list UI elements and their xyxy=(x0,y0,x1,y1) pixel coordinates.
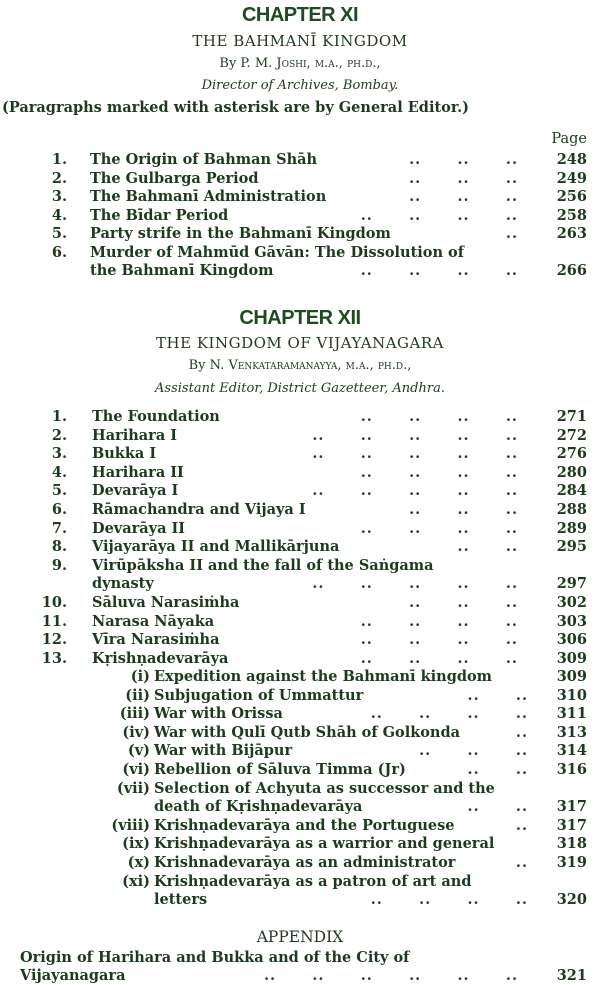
entry-number: (xi) xyxy=(122,872,150,890)
toc-entry[interactable] xyxy=(0,631,600,649)
entry-title[interactable]: Vijayarāya II and Mallikārjuna xyxy=(92,538,340,556)
entry-page-number: 266 xyxy=(556,262,587,279)
toc-entry[interactable] xyxy=(0,949,600,967)
toc-entry[interactable] xyxy=(0,225,600,243)
entry-number: (x) xyxy=(127,854,150,871)
entry-number: 4. xyxy=(51,463,67,481)
page-column-header: Page xyxy=(551,131,587,147)
author-degrees: , m.a., ph.d., xyxy=(337,358,412,373)
toc-entry[interactable] xyxy=(0,538,600,556)
toc-entry[interactable] xyxy=(0,724,600,742)
entry-page-number: 321 xyxy=(556,967,587,984)
toc-entry[interactable] xyxy=(0,445,600,463)
leader-dots: .. xyxy=(505,225,518,242)
entry-page-number: 272 xyxy=(556,426,587,444)
chapter-xii-affiliation: Assistant Editor, District Gazetteer, Andhra. xyxy=(155,381,445,396)
entry-title[interactable]: Bukka I xyxy=(92,445,157,463)
entry-page-number: 318 xyxy=(556,835,587,853)
entry-number: 6. xyxy=(51,243,67,261)
toc-entry[interactable] xyxy=(0,207,600,225)
leader-dots: .. .. .. xyxy=(409,594,518,611)
leader-dots: .. .. .. .. xyxy=(360,206,518,224)
entry-number: 2. xyxy=(51,426,67,444)
entry-number: 3. xyxy=(51,445,67,463)
entry-title[interactable]: Rāmachandra and Vijaya I xyxy=(92,501,306,518)
toc-entry[interactable] xyxy=(0,967,600,985)
leader-dots: .. .. .. .. .. .. xyxy=(263,967,518,984)
general-editor-note: (Paragraphs marked with asterisk are by General Editor.) xyxy=(2,99,470,116)
entry-page-number: 319 xyxy=(556,854,587,871)
entry-number: 10. xyxy=(41,594,67,611)
entry-title[interactable]: Murder of Mahmūd Gāvān: The Dissolution of xyxy=(90,243,464,261)
entry-title[interactable]: The Gulbarga Period xyxy=(90,169,259,187)
leader-dots: .. .. .. .. .. xyxy=(312,482,518,500)
chapter-xi-heading: CHAPTER XI xyxy=(241,4,359,26)
entry-page-number: 317 xyxy=(556,816,587,834)
entry-page-number: 314 xyxy=(556,742,587,760)
chapter-xi-byline xyxy=(0,56,600,71)
entry-page-number: 313 xyxy=(556,723,587,741)
entry-page-number: 311 xyxy=(556,705,587,723)
entry-title[interactable]: Kṛishṇadevarāya xyxy=(92,649,229,667)
toc-entry[interactable] xyxy=(0,244,600,262)
entry-number: 2. xyxy=(51,169,67,187)
entry-page-number: 306 xyxy=(556,631,587,649)
author-degrees: , m.a., ph.d., xyxy=(306,56,381,71)
chapter-xii-byline xyxy=(0,358,600,373)
entry-title[interactable]: Virūpāksha II and the fall of the Saṅgama xyxy=(92,556,434,574)
toc-entry[interactable] xyxy=(0,594,600,612)
leader-dots: .. .. .. .. xyxy=(360,649,518,667)
entry-number: (i) xyxy=(130,668,150,685)
entry-number: (v) xyxy=(127,742,150,760)
entry-page-number: 295 xyxy=(556,538,587,556)
entry-number: 1. xyxy=(51,151,67,168)
toc-entry[interactable] xyxy=(0,408,600,426)
entry-page-number: 289 xyxy=(556,519,587,537)
toc-entry[interactable] xyxy=(0,575,600,593)
byline-prefix: By P. M. xyxy=(219,56,277,71)
entry-title[interactable]: War with Orissa xyxy=(154,705,283,723)
entry-number: (ix) xyxy=(122,835,150,853)
toc-entry[interactable] xyxy=(0,835,600,853)
toc-entry[interactable] xyxy=(0,891,600,909)
toc-entry[interactable] xyxy=(0,742,600,760)
leader-dots: .. .. .. .. xyxy=(370,891,528,909)
toc-entry[interactable] xyxy=(0,650,600,668)
toc-entry[interactable] xyxy=(0,613,600,631)
entry-page-number: 256 xyxy=(556,188,587,205)
entry-page-number: 258 xyxy=(556,206,587,224)
toc-entry[interactable] xyxy=(0,854,600,872)
toc-entry[interactable] xyxy=(0,170,600,188)
author-name: Joshi xyxy=(276,56,307,71)
entry-title[interactable]: Subjugation of Ummattur xyxy=(154,686,364,704)
entry-title[interactable]: Rebellion of Sāluva Timma (Jr) xyxy=(154,761,406,778)
leader-dots: .. .. .. .. xyxy=(370,705,528,723)
entry-title[interactable]: Krishnadevarāya as an administrator xyxy=(154,854,456,871)
leader-dots: .. .. .. .. xyxy=(360,408,518,425)
toc-entry[interactable] xyxy=(0,427,600,445)
entry-number: (iv) xyxy=(122,723,150,741)
entry-title[interactable]: Party strife in the Bahmanī Kingdom xyxy=(90,225,391,242)
entry-page-number: 303 xyxy=(556,612,587,630)
entry-page-number: 249 xyxy=(556,169,587,187)
toc-entry[interactable] xyxy=(0,151,600,169)
entry-page-number: 309 xyxy=(556,649,587,667)
entry-number: (viii) xyxy=(111,816,150,834)
entry-title[interactable]: War with Bijāpur xyxy=(154,742,293,760)
leader-dots: .. .. .. .. .. xyxy=(312,445,518,463)
entry-page-number: 276 xyxy=(556,445,587,463)
entry-number: 8. xyxy=(51,538,67,556)
entry-title[interactable]: War with Qulī Qutb Shāh of Golkonda xyxy=(154,723,460,741)
leader-dots: .. .. .. xyxy=(409,188,518,205)
entry-page-number: 263 xyxy=(556,225,587,242)
entry-title[interactable]: Krishṇadevarāya as a patron of art and xyxy=(154,872,472,890)
leader-dots: .. xyxy=(515,723,528,741)
leader-dots: .. .. .. .. xyxy=(360,612,518,630)
leader-dots: .. .. xyxy=(467,798,528,816)
entry-title[interactable]: Expedition against the Bahmanī kingdom xyxy=(154,668,492,685)
entry-title[interactable]: The Foundation xyxy=(92,408,220,425)
entry-title[interactable]: Vīra Narasiṁha xyxy=(92,631,220,649)
toc-entry[interactable] xyxy=(0,761,600,779)
toc-entry[interactable] xyxy=(0,188,600,206)
toc-entry[interactable] xyxy=(0,501,600,519)
toc-entry[interactable] xyxy=(0,557,600,575)
entry-title[interactable]: Selection of Achyuta as successor and the xyxy=(154,779,495,797)
chapter-xii-title: THE KINGDOM OF VIJAYANAGARA xyxy=(156,334,444,352)
leader-dots: .. .. .. xyxy=(409,169,518,187)
leader-dots: .. xyxy=(515,854,528,871)
chapter-xi-title: THE BAHMANĪ KINGDOM xyxy=(192,32,408,50)
leader-dots: .. .. .. .. xyxy=(360,631,518,649)
entry-number: 5. xyxy=(51,482,67,500)
leader-dots: .. .. .. xyxy=(409,501,518,518)
chapter-xii-heading: CHAPTER XII xyxy=(239,307,361,329)
entry-page-number: 248 xyxy=(556,151,587,168)
entry-title[interactable]: Harihara I xyxy=(92,426,178,444)
toc-entry[interactable] xyxy=(0,464,600,482)
entry-title[interactable]: Sāluva Narasiṁha xyxy=(92,594,240,611)
entry-page-number: 320 xyxy=(556,891,587,909)
entry-number: (ii) xyxy=(125,686,150,704)
entry-number: 3. xyxy=(51,188,67,205)
entry-number: 5. xyxy=(51,225,67,242)
toc-entry[interactable] xyxy=(0,817,600,835)
leader-dots: .. .. .. .. xyxy=(360,519,518,537)
toc-entry[interactable] xyxy=(0,780,600,798)
entry-title[interactable]: Devarāya I xyxy=(92,482,179,500)
chapter-xi-affiliation: Director of Archives, Bombay. xyxy=(201,78,399,93)
entry-number: 12. xyxy=(41,631,67,649)
entry-title[interactable]: death of Kṛishṇadevarāya xyxy=(154,798,363,816)
toc-entry[interactable] xyxy=(0,482,600,500)
entry-title[interactable]: Krishṇadevarāya as a warrior and general xyxy=(154,835,495,853)
entry-title[interactable]: letters xyxy=(154,891,208,909)
leader-dots: .. .. .. .. xyxy=(360,262,518,279)
entry-number: 4. xyxy=(51,206,67,224)
leader-dots: .. .. .. .. .. xyxy=(312,426,518,444)
entry-number: 13. xyxy=(41,649,67,667)
entry-title[interactable]: the Bahmanī Kingdom xyxy=(90,262,274,279)
entry-number: (vii) xyxy=(116,779,150,797)
entry-page-number: 271 xyxy=(556,408,587,425)
entry-page-number: 316 xyxy=(556,761,587,778)
leader-dots: .. .. xyxy=(467,686,528,704)
entry-number: 9. xyxy=(51,556,67,574)
byline-prefix: By N. xyxy=(188,358,229,373)
entry-title[interactable]: Narasa Nāyaka xyxy=(92,612,215,630)
leader-dots: .. .. xyxy=(467,761,528,778)
toc-entry[interactable] xyxy=(0,705,600,723)
entry-page-number: 297 xyxy=(556,575,587,593)
toc-entry[interactable] xyxy=(0,262,600,280)
author-name: Venkataramanayya xyxy=(228,358,338,373)
appendix-heading: APPENDIX xyxy=(256,928,344,946)
entry-title[interactable]: dynasty xyxy=(92,575,154,593)
leader-dots: .. xyxy=(515,816,528,834)
entry-title[interactable]: Vijayanagara xyxy=(20,967,126,984)
entry-page-number: 284 xyxy=(556,482,587,500)
entry-number: (vi) xyxy=(122,761,150,778)
leader-dots: .. .. .. .. .. xyxy=(312,575,518,593)
toc-entry[interactable] xyxy=(0,668,600,686)
entry-title[interactable]: Harihara II xyxy=(92,463,184,481)
entry-number: 6. xyxy=(51,501,67,518)
toc-entry[interactable] xyxy=(0,687,600,705)
entry-page-number: 288 xyxy=(556,501,587,518)
entry-number: (iii) xyxy=(119,705,150,723)
entry-title[interactable]: Krishṇadevarāya and the Portuguese xyxy=(154,816,455,834)
entry-number: 11. xyxy=(41,612,67,630)
entry-page-number: 280 xyxy=(556,463,587,481)
entry-title[interactable]: Devarāya II xyxy=(92,519,186,537)
entry-title[interactable]: Origin of Harihara and Bukka and of the City of xyxy=(20,949,410,966)
entry-page-number: 309 xyxy=(556,668,587,685)
entry-number: 1. xyxy=(51,408,67,425)
entry-number: 7. xyxy=(51,519,67,537)
leader-dots: .. .. .. xyxy=(419,742,528,760)
entry-page-number: 302 xyxy=(556,594,587,611)
entry-title[interactable]: The Bīdar Period xyxy=(90,206,229,224)
toc-entry[interactable] xyxy=(0,873,600,891)
toc-entry[interactable] xyxy=(0,798,600,816)
leader-dots: .. .. .. .. xyxy=(360,463,518,481)
leader-dots: .. .. .. xyxy=(409,151,518,168)
leader-dots: .. .. xyxy=(457,538,518,556)
entry-title[interactable]: The Origin of Bahman Shāh xyxy=(90,151,318,168)
entry-page-number: 310 xyxy=(556,686,587,704)
entry-title[interactable]: The Bahmanī Administration xyxy=(90,188,327,205)
toc-entry[interactable] xyxy=(0,520,600,538)
entry-page-number: 317 xyxy=(556,798,587,816)
